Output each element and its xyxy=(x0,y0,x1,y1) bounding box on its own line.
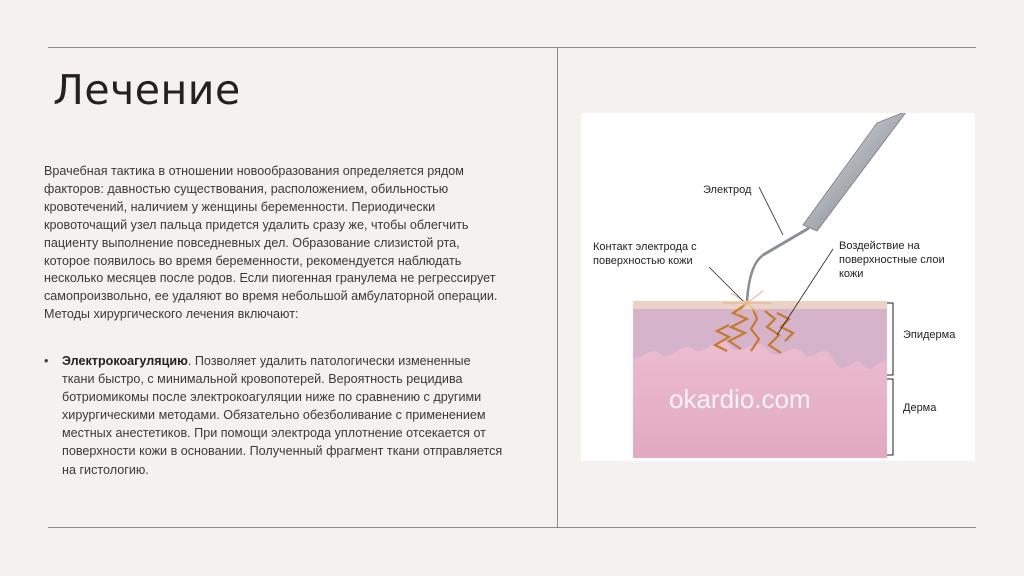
label-contact-1: Контакт электрода с xyxy=(593,241,697,253)
electrocoagulation-illustration xyxy=(581,113,975,461)
label-contact-2: поверхностью кожи xyxy=(593,255,693,267)
watermark-text: okardio.com xyxy=(669,384,811,414)
epidermis-bracket xyxy=(887,303,893,375)
label-effect-1: Воздействие на xyxy=(839,240,920,252)
contact-leader xyxy=(709,267,743,301)
intro-paragraph: Врачебная тактика в отношении новообразования определяется рядом факторов: давностью существования, расположением, обильностью кровотечений, наличием у женщины беременности. Периодически кровоточащий узел пальца придется удалить сразу же, чтобы облегчить пациенту выполнение повседневных дел. Образование слизистой рта, которое появилось во время беременности, рекомендуется наблюдать несколько месяцев после родов. Если пиогенная гранулема не регрессирует самопроизвольно, ее удаляют во время небольшой амбулаторной операции. Методы хирургического лечения включают: xyxy=(44,164,498,322)
dermis-bracket xyxy=(887,379,893,455)
electrode-needle xyxy=(763,228,809,255)
bullet-text: . Позволяет удалить патологически измененные ткани быстро, с минимальной кровопотерей. Вероятность рецидива ботриомикомы после электрокоагуляции ниже по сравнению с другими хирургическими методами. Обязательно обезболивание с применением местных анестетиков. При помощи электрода уплотнение отсекается от поверхности кожи в основании. Полученный фрагмент ткани отправляется на гистологию. xyxy=(62,354,503,477)
electrode-tip xyxy=(747,255,763,301)
label-effect-3: кожи xyxy=(839,268,864,280)
label-epidermis: Эпидерма xyxy=(903,329,956,341)
label-effect-2: поверхностные слои xyxy=(839,254,945,266)
bullet-term: Электрокоагуляцию xyxy=(62,354,188,368)
bottom-divider xyxy=(48,527,976,528)
skin-surface xyxy=(633,301,887,309)
vertical-divider xyxy=(557,47,558,528)
bullet-marker: • xyxy=(44,354,49,368)
electrode-handle xyxy=(803,113,907,231)
bullet-content xyxy=(62,352,506,479)
slide-title: Лечение xyxy=(53,66,241,114)
label-dermis: Дерма xyxy=(903,402,937,414)
label-electrode: Электрод xyxy=(703,184,752,196)
electrode-leader xyxy=(759,187,783,235)
top-divider xyxy=(48,47,976,48)
bullet-item xyxy=(44,352,506,479)
